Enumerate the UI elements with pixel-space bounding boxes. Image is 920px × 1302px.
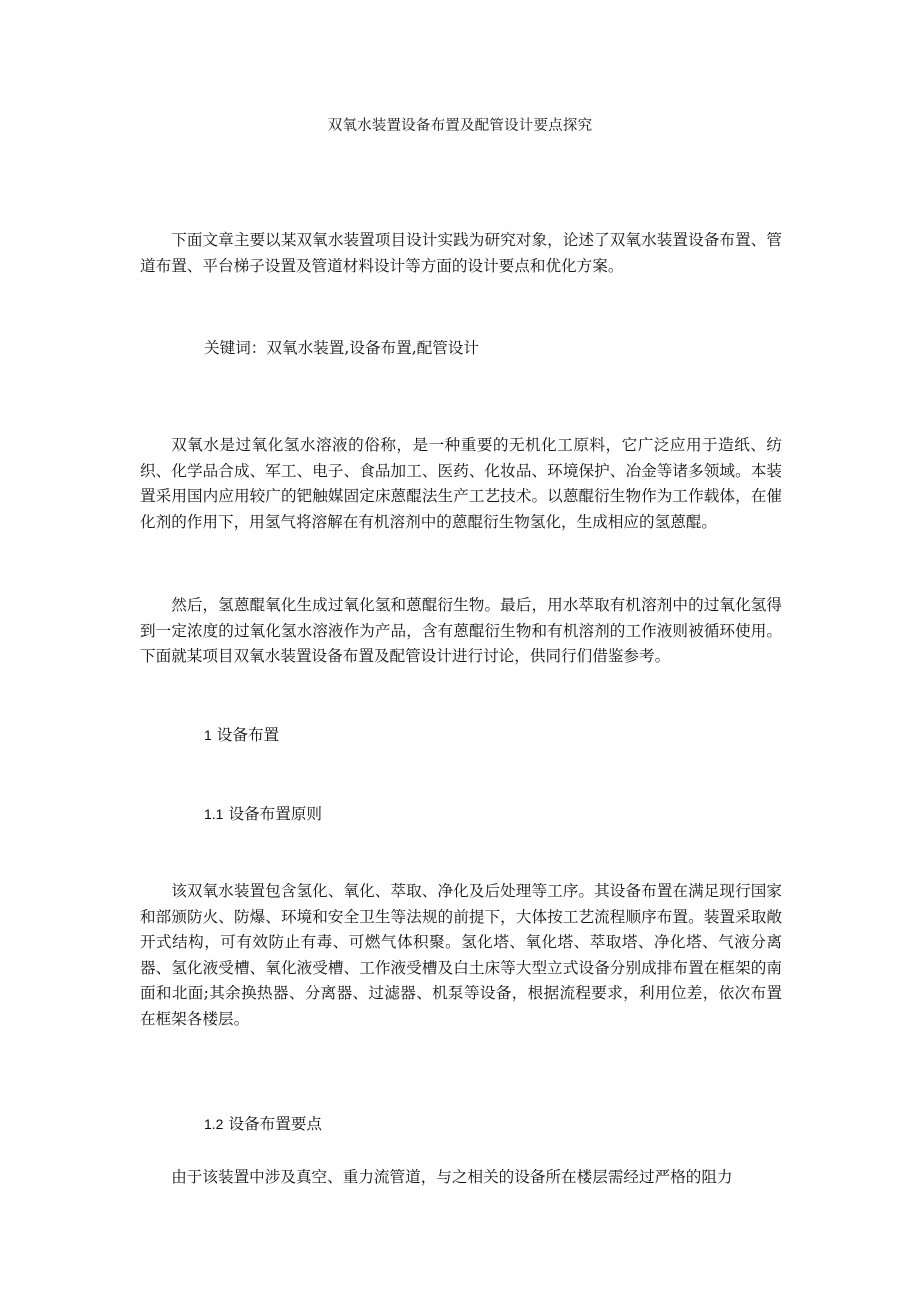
section-1-2-body: 由于该装置中涉及真空、重力流管道，与之相关的设备所在楼层需经过严格的阻力 [171,1168,733,1186]
section-1-1-number: 1.1 [204,806,224,822]
document-title: 双氧水装置设备布置及配管设计要点探究 [327,118,593,134]
intro-paragraph-2: 然后，氢蒽醌氧化生成过氧化氢和蒽醌衍生物。最后，用水萃取有机溶剂中的过氧化氢得到一定浓度的过氧化氢水溶液作为产品，含有蒽醌衍生物和有机溶剂的工作液则被循环使用。下面就某项目双氧水装置设备布置及配管设计进行讨论，供同行们借鉴参考。 [140,596,782,666]
keywords-text: 双氧水装置,设备布置,配管设计 [266,339,480,357]
section-1-2-title: 设备布置要点 [228,1115,323,1133]
intro-paragraph-1: 双氧水是过氧化氢水溶液的俗称，是一种重要的无机化工原料，它广泛应用于造纸、纺织、化学品合成、军工、电子、食品加工、医药、化妆品、环境保护、冶金等诸多领域。本装置采用国内应用较广的钯触媒固定床蒽醌法生产工艺技术。以蒽醌衍生物作为工作载体，在催化剂的作用下，用氢气将溶解在有机溶剂中的蒽醌衍生物氢化，生成相应的氢蒽醌。 [140,436,782,531]
keywords-line [204,337,479,359]
section-1-number: 1 [204,727,212,743]
keywords-label: 关键词： [204,339,267,357]
section-1-1-body: 该双氧水装置包含氢化、氧化、萃取、净化及后处理等工序。其设备布置在满足现行国家和部颁防火、防爆、环境和安全卫生等法规的前提下，大体按工艺流程顺序布置。装置采取敞开式结构，可有效防止有毒、可燃气体积聚。氢化塔、氧化塔、萃取塔、净化塔、气液分离器、氢化液受槽、氧化液受槽、工作液受槽及白土床等大型立式设备分别成排布置在框架的南面和北面;其余换热器、分离器、过滤器、机泵等设备，根据流程要求，利用位差，依次布置在框架各楼层。 [140,882,782,1028]
section-1-2-number: 1.2 [204,1116,224,1132]
section-1-heading [204,724,279,746]
section-1-1-title: 设备布置原则 [228,805,323,823]
section-1-2-heading [204,1113,322,1135]
section-1-1-heading [204,803,322,825]
abstract-paragraph: 下面文章主要以某双氧水装置项目设计实践为研究对象，论述了双氧水装置设备布置、管道布置、平台梯子设置及管道材料设计等方面的设计要点和优化方案。 [140,231,782,275]
section-1-title: 设备布置 [216,726,280,744]
